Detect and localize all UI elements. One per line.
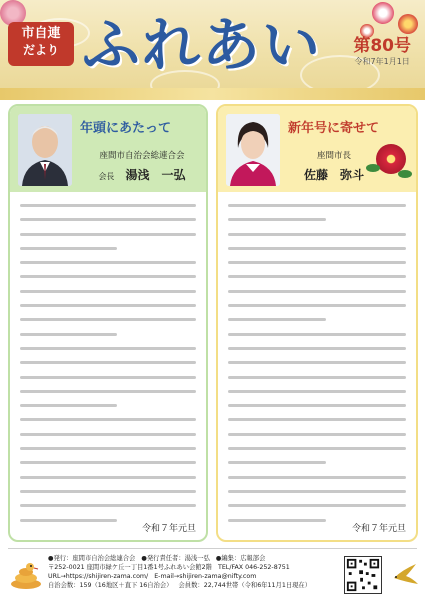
author-name: 湯浅 一弘 (125, 168, 186, 182)
text-line (20, 247, 117, 250)
text-line (228, 461, 326, 464)
text-line (228, 404, 406, 407)
text-line (20, 275, 196, 278)
text-line (20, 361, 196, 364)
text-line (20, 304, 196, 307)
issue-number: 第80号 (353, 36, 411, 56)
colophon-row (48, 572, 340, 581)
text-line (228, 318, 326, 321)
newsletter-badge (8, 22, 74, 66)
column-header (10, 106, 206, 192)
text-line (228, 376, 406, 379)
greeting-body (228, 204, 406, 533)
text-line (228, 447, 406, 450)
text-line (20, 447, 196, 450)
divider (8, 548, 417, 549)
issue-date: 令和7年1月1日 (354, 57, 410, 66)
signoff-date: 令和７年元旦 (351, 524, 406, 534)
address: 〒252-0021 座間市緑ケ丘一丁目1番1号ふれあい会館2階 (48, 564, 212, 571)
text-line (20, 418, 196, 421)
portrait-photo (226, 114, 280, 186)
issue-info (353, 36, 411, 68)
text-line (20, 204, 196, 207)
text-line (228, 290, 406, 293)
text-line (20, 290, 196, 293)
portrait-photo (18, 114, 72, 186)
text-line (228, 361, 406, 364)
text-line (20, 233, 196, 236)
badge-line1: 市自連 (21, 26, 61, 41)
colophon-row (48, 581, 340, 590)
text-line (228, 347, 406, 350)
colophon-row (48, 554, 340, 563)
colophon (0, 548, 425, 600)
text-line (228, 261, 406, 264)
author-role: 会長 (98, 172, 115, 181)
text-line (20, 461, 196, 464)
text-line (20, 504, 196, 507)
text-line (20, 347, 196, 350)
text-line (20, 390, 196, 393)
newsletter-title: ふれあい (82, 11, 323, 79)
phone-fax: TEL/FAX 046-252-8751 (217, 564, 290, 571)
colophon-row (48, 563, 340, 572)
text-line (228, 519, 326, 522)
leaf-icon (366, 164, 380, 172)
text-line (228, 333, 406, 336)
text-line (228, 204, 406, 207)
publisher-responsible: ●発行責任者：湯浅一弘 (141, 555, 210, 562)
text-line (20, 404, 117, 407)
text-line (20, 519, 117, 522)
greeting-body (20, 204, 196, 533)
qr-code-icon[interactable] (344, 556, 382, 594)
badge-line2: だより (22, 43, 59, 57)
member-count: 会員数：22,744世帯（令和6年11月1日現在） (178, 582, 312, 589)
greeting-column-left (8, 104, 208, 542)
text-line (228, 304, 406, 307)
text-line (20, 261, 196, 264)
text-line (20, 333, 117, 336)
editor: ●編集：広報部会 (215, 555, 266, 562)
text-line (228, 433, 406, 436)
column-heading: 新年号に寄せて (288, 121, 380, 136)
text-line (20, 218, 196, 221)
signoff-date: 令和７年元旦 (141, 524, 196, 534)
text-line (228, 247, 406, 250)
text-line (20, 376, 196, 379)
email-address[interactable]: E-mail→shijiren-zama@nifty.com (154, 573, 257, 580)
text-line (228, 418, 406, 421)
masthead (0, 0, 425, 100)
text-line (228, 504, 406, 507)
author-name-row (80, 164, 204, 183)
association-count: 自治会数：159（16地区＋直下 16自治会） (48, 582, 173, 589)
text-line (228, 476, 406, 479)
website-url[interactable]: URL→https://shijiren-zama.com/ (48, 573, 149, 580)
text-line (228, 233, 406, 236)
greeting-column-right (216, 104, 418, 542)
crane-icon (390, 560, 420, 590)
author-organization: 座間市長 (316, 151, 351, 161)
snake-icon (8, 560, 44, 590)
gold-band (0, 88, 425, 100)
text-line (20, 318, 196, 321)
text-line (20, 490, 196, 493)
text-line (228, 390, 406, 393)
column-header (218, 106, 416, 192)
author-name: 佐藤 弥斗 (303, 168, 364, 182)
text-line (20, 433, 196, 436)
text-line (228, 490, 406, 493)
text-line (228, 218, 326, 221)
text-line (20, 476, 196, 479)
leaf-icon (398, 170, 412, 178)
flower-icon (398, 14, 418, 34)
author-organization: 座間市自治会総連合会 (99, 151, 185, 161)
colophon-text (48, 554, 340, 590)
publisher: ●発行：座間市自治会総連合会 (48, 555, 136, 562)
column-heading: 年頭にあたって (80, 121, 172, 136)
text-line (228, 275, 406, 278)
flower-icon (372, 2, 394, 24)
